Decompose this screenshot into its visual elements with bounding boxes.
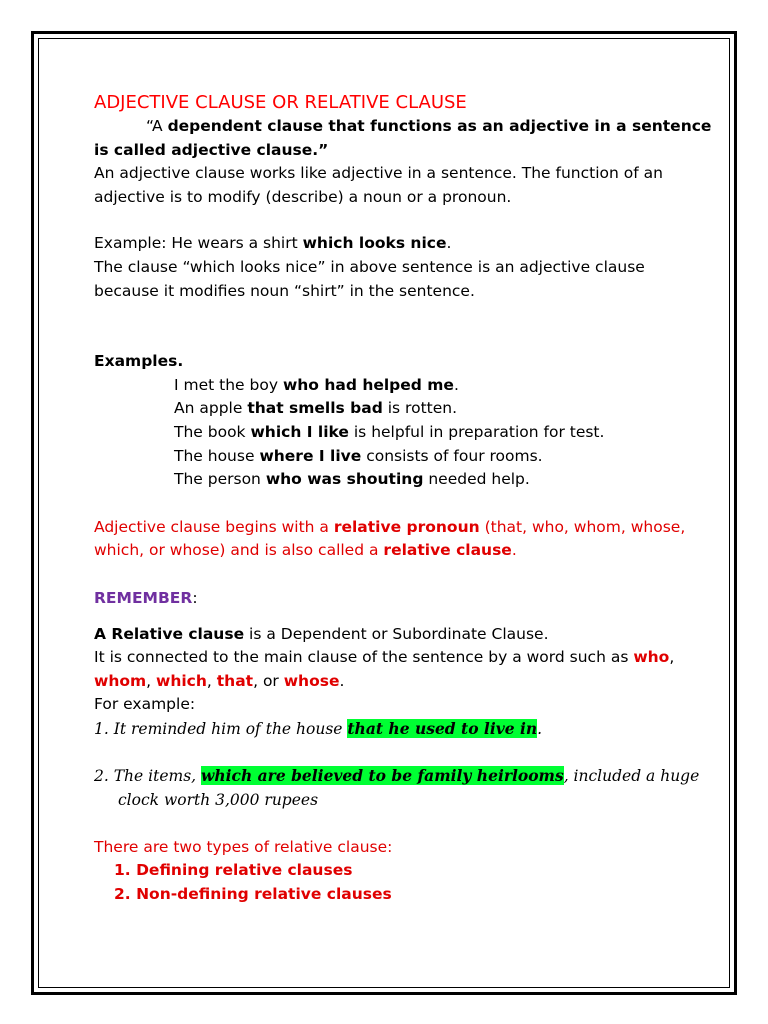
example-bold: which I like — [250, 422, 349, 441]
relative-note-pre: Adjective clause begins with a — [94, 517, 334, 536]
relative-definition — [94, 623, 714, 647]
example-post: . — [453, 375, 459, 394]
sep: , or — [253, 671, 284, 690]
word-whose: whose — [283, 671, 340, 690]
document-title: ADJECTIVE CLAUSE OR RELATIVE CLAUSE — [94, 92, 467, 113]
relative-clause-bold: relative clause — [383, 541, 512, 560]
example-item — [94, 468, 714, 492]
example-bold: which looks nice — [302, 234, 447, 253]
italic-ex1-pre: 1. It reminded him of the house — [94, 719, 348, 738]
examples-list — [94, 374, 714, 492]
relative-pronoun-bold: relative pronoun — [333, 517, 480, 536]
types-list — [94, 859, 714, 906]
example-pre: An apple — [174, 399, 248, 418]
example-post: needed help. — [423, 470, 530, 489]
example-post: consists of four rooms. — [361, 446, 543, 465]
sep: , — [669, 648, 675, 667]
word-who: who — [633, 648, 670, 667]
sep: , — [206, 671, 217, 690]
sep: . — [339, 671, 345, 690]
example-pre: The person — [174, 470, 266, 489]
italic-ex1-post: . — [537, 719, 543, 738]
remember-colon: : — [192, 588, 198, 607]
relative-note-mid: (that, who, whom, whose, which, or whose) and is also called a — [94, 517, 686, 560]
document-body — [94, 90, 714, 906]
type-item: 2. Non-defining relative clauses — [114, 884, 392, 903]
definition-bold: dependent clause that functions as an adjective in a sentence is called adjective clause.” — [94, 117, 712, 159]
remember-heading — [94, 587, 714, 611]
word-that: that — [216, 671, 254, 690]
italic-example-2 — [94, 764, 714, 812]
examples-heading: Examples. — [94, 352, 184, 371]
example-post: is rotten. — [382, 399, 458, 418]
relative-def-bold: A Relative clause — [94, 624, 245, 643]
example-bold: who had helped me — [282, 375, 454, 394]
example-suffix: . — [446, 234, 452, 253]
example-item — [94, 397, 714, 421]
example-pre: The book — [174, 422, 251, 441]
example-pre: The house — [174, 446, 260, 465]
word-which: which — [156, 671, 207, 690]
example-bold: that smells bad — [247, 399, 383, 418]
relative-note-post: . — [511, 541, 517, 560]
relative-def-rest: is a Dependent or Subordinate Clause. — [244, 624, 549, 643]
example-bold: where I live — [259, 446, 362, 465]
explanation-paragraph: The clause “which looks nice” in above sentence is an adjective clause because it modifies noun “shirt” in the sentence. — [94, 257, 645, 300]
definition-open: “A — [146, 117, 168, 135]
example-pre: I met the boy — [174, 375, 283, 394]
for-example-label: For example: — [94, 695, 196, 714]
connected-pre: It is connected to the main clause of the sentence by a word such as — [94, 648, 634, 667]
remember-label: REMEMBER — [94, 588, 193, 607]
intro-paragraph: An adjective clause works like adjective in a sentence. The function of an adjective is to modify (describe) a noun or a pronoun. — [94, 164, 663, 206]
example-item — [94, 421, 714, 445]
italic-ex1-highlight: that he used to live in — [347, 718, 538, 738]
example-bold: who was shouting — [265, 470, 424, 489]
definition-quote — [94, 115, 714, 162]
types-intro: There are two types of relative clause: — [94, 837, 393, 856]
connected-sentence — [94, 646, 714, 693]
italic-ex2-pre: 2. The items, — [94, 767, 202, 786]
italic-ex2-post: , included a huge clock worth 3,000 rupees — [118, 767, 700, 810]
sep: , — [146, 671, 157, 690]
example-prefix: Example: He wears a shirt — [94, 234, 303, 253]
italic-example-1 — [94, 717, 714, 742]
italic-ex2-highlight: which are believed to be family heirlooms — [201, 766, 564, 786]
example-item — [94, 445, 714, 469]
type-item: 1. Defining relative clauses — [114, 861, 353, 880]
word-whom: whom — [94, 671, 147, 690]
relative-note — [94, 516, 714, 563]
example-sentence — [94, 232, 714, 256]
example-item — [94, 374, 714, 398]
example-post: is helpful in preparation for test. — [348, 422, 605, 441]
